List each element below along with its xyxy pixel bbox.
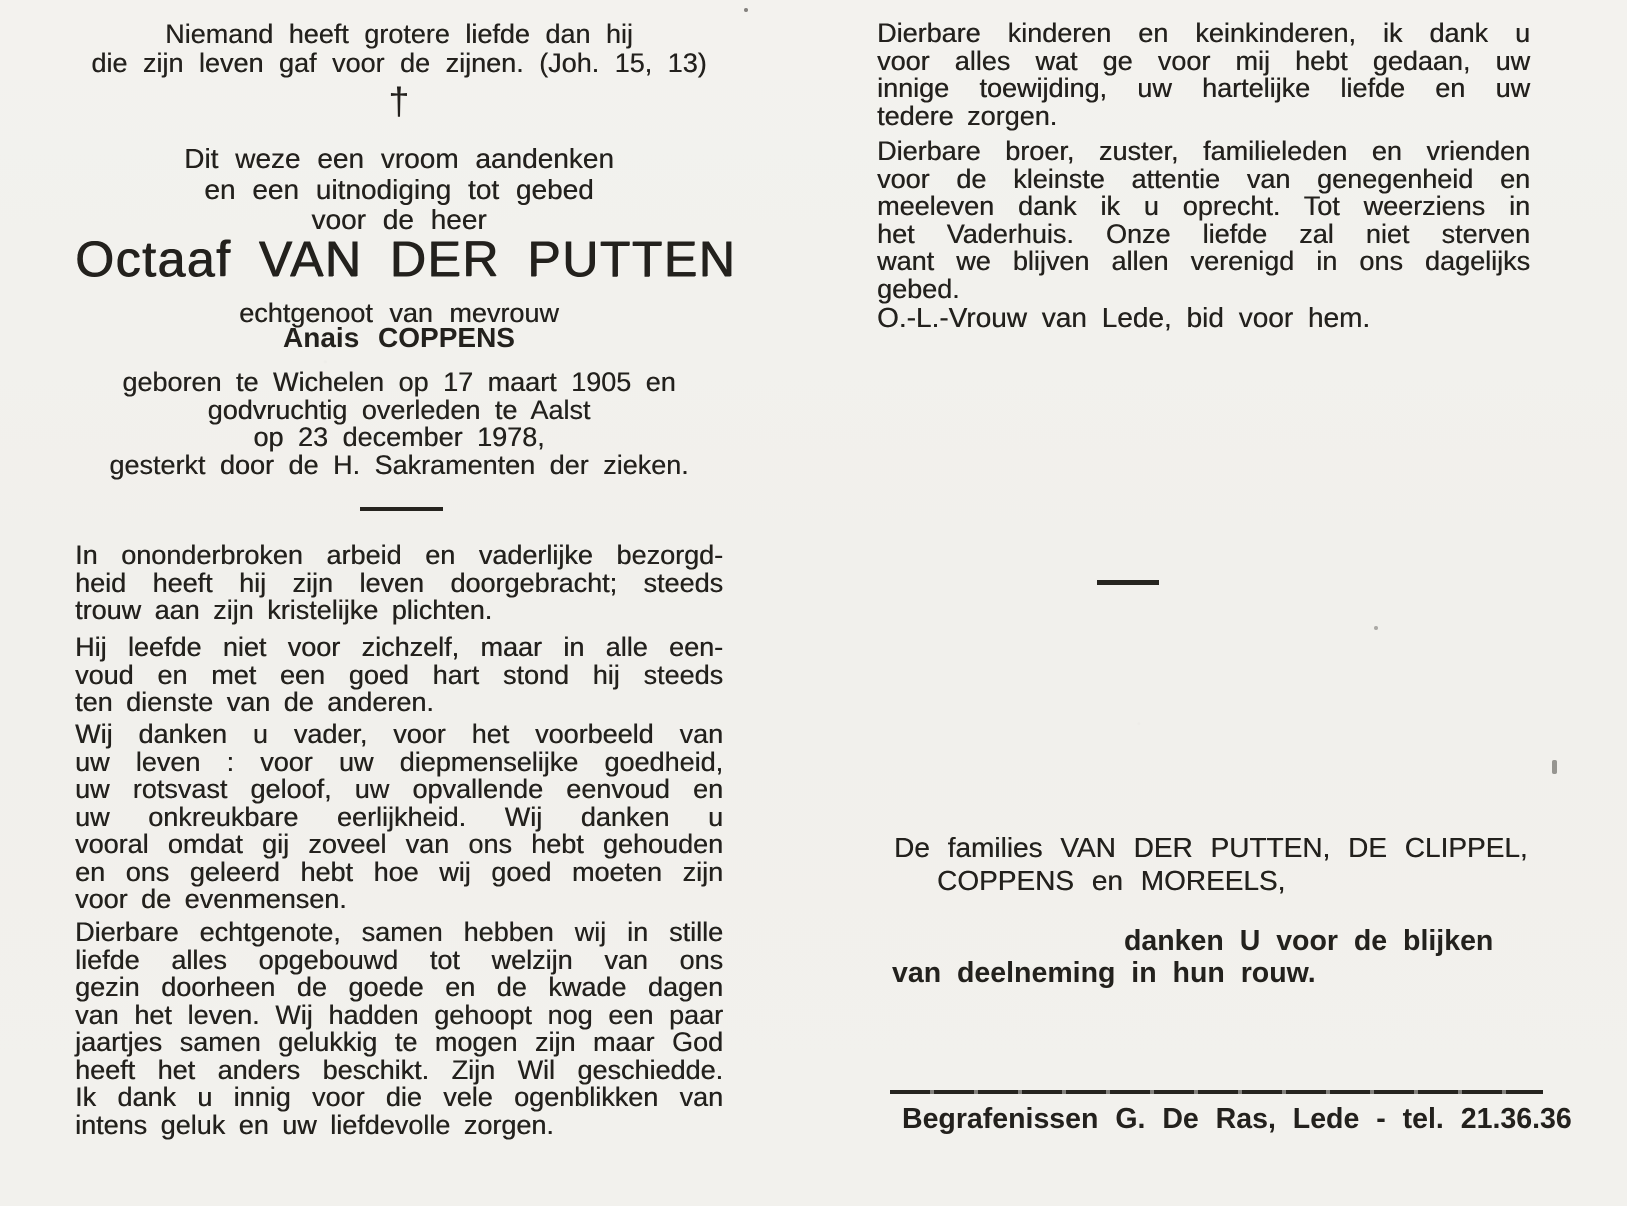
text-line: gezin doorheen de goede en de kwade dagen (75, 972, 723, 1002)
text-line: Wij danken u vader, voor het voorbeeld van (75, 719, 723, 749)
paragraph (75, 919, 723, 1139)
text-line: voor de evenmensen. (75, 884, 347, 914)
text-line: meeleven dank ik u oprecht. Tot weerziens in (877, 191, 1530, 221)
text-line: trouw aan zijn kristelijke plichten. (75, 595, 493, 625)
text-line: tedere zorgen. (877, 100, 1058, 131)
text-line: uw onkreukbare eerlijkheid. Wij danken u (75, 801, 723, 832)
text-line: op 23 december 1978, (253, 422, 545, 452)
text-line: voor alles wat ge voor mij hebt gedaan, uw (877, 45, 1530, 76)
text-line: voud en met een goed hart stond hij steeds (75, 659, 723, 690)
prayer-invocation: O.-L.-Vrouw van Lede, bid voor hem. (877, 302, 1371, 333)
birth-death-details (75, 369, 723, 479)
text-line: geboren te Wichelen op 17 maart 1905 en (122, 367, 676, 397)
text-line: heid heeft hij zijn leven doorgebracht; steeds (75, 567, 723, 598)
divider-rule (1097, 580, 1159, 585)
scan-speck (1552, 760, 1557, 774)
scripture-quote (75, 20, 723, 78)
text-line: gesterkt door de H. Sakramenten der zieken. (109, 449, 689, 480)
memorial-intro (75, 144, 723, 236)
paragraph (75, 634, 723, 717)
text-line: Dierbare echtgenote, samen hebben wij in stille (75, 917, 723, 947)
text-line: jaartjes samen gelukkig te mogen zijn maar God (75, 1027, 723, 1057)
paragraph (75, 721, 723, 914)
thanks-line: danken U voor de blijken (1124, 925, 1494, 957)
text-line: Ik dank u innig voor die vele ogenblikken van (75, 1082, 723, 1112)
paragraph (75, 542, 723, 625)
text-line: het Vaderhuis. Onze liefde zal niet sterven (877, 218, 1530, 249)
text-line: In ononderbroken arbeid en vaderlijke bezorgd- (75, 540, 723, 570)
text-line: heeft het anders beschikt. Zijn Wil geschiedde. (75, 1054, 723, 1085)
text-line: voor de kleinste attentie van genegenheid en (877, 163, 1530, 194)
funeral-home-line: Begrafenissen G. De Ras, Lede - tel. 21.36.36 (902, 1103, 1572, 1135)
deceased-name: Octaaf VAN DER PUTTEN (75, 231, 737, 287)
text-line: van het leven. Wij hadden gehoopt nog een paar (75, 999, 723, 1030)
text-line: uw leven : voor uw diepmenselijke goedheid, (75, 746, 723, 777)
paragraph (877, 20, 1530, 130)
families-line: COPPENS en MOREELS, (937, 865, 1286, 896)
text-line: innige toewijding, uw hartelijke liefde en uw (877, 73, 1530, 103)
text-line: gebed. (877, 273, 960, 304)
text-line: uw rotsvast geloof, uw opvallende eenvoud en (75, 774, 723, 804)
text-line: Hij leefde niet voor zichzelf, maar in alle een- (75, 632, 723, 662)
families-line: De families VAN DER PUTTEN, DE CLIPPEL, (894, 832, 1528, 863)
cross-icon: † (388, 81, 410, 123)
text-line: Dierbare broer, zuster, familieleden en vrienden (877, 136, 1530, 166)
paragraph (877, 138, 1530, 303)
scan-speck (1374, 626, 1378, 630)
text-line: en een uitnodiging tot gebed (204, 173, 594, 205)
footer-rule (890, 1090, 1543, 1094)
text-line: liefde alles opgebouwd tot welzijn van ons (75, 944, 723, 975)
text-line: Dit weze een vroom aandenken (184, 143, 614, 174)
text-line: godvruchtig overleden te Aalst (207, 394, 591, 425)
text-line: want we blijven allen verenigd in ons dagelijks (877, 246, 1530, 276)
text-line: Niemand heeft grotere liefde dan hij (165, 19, 633, 49)
text-line: intens geluk en uw liefdevolle zorgen. (75, 1109, 554, 1140)
text-line: en ons geleerd hebt hoe wij goed moeten zijn (75, 856, 723, 887)
spouse-name: Anais COPPENS (283, 322, 515, 353)
text-line: voor de heer (311, 204, 487, 235)
right-page (877, 0, 1572, 1206)
spouse-intro: echtgenoot van mevrouw (239, 298, 559, 328)
left-page (75, 0, 737, 1206)
text-line: vooral omdat gij zoveel van ons hebt gehouden (75, 829, 723, 859)
text-line: die zijn leven gaf voor de zijnen. (Joh. 15, 13) (91, 48, 707, 78)
scan-speck (744, 8, 748, 12)
text-line: ten dienste van de anderen. (75, 687, 434, 717)
thanks-line: van deelneming in hun rouw. (892, 957, 1316, 989)
divider-rule (360, 507, 443, 511)
text-line: Dierbare kinderen en keinkinderen, ik dank u (877, 18, 1530, 48)
